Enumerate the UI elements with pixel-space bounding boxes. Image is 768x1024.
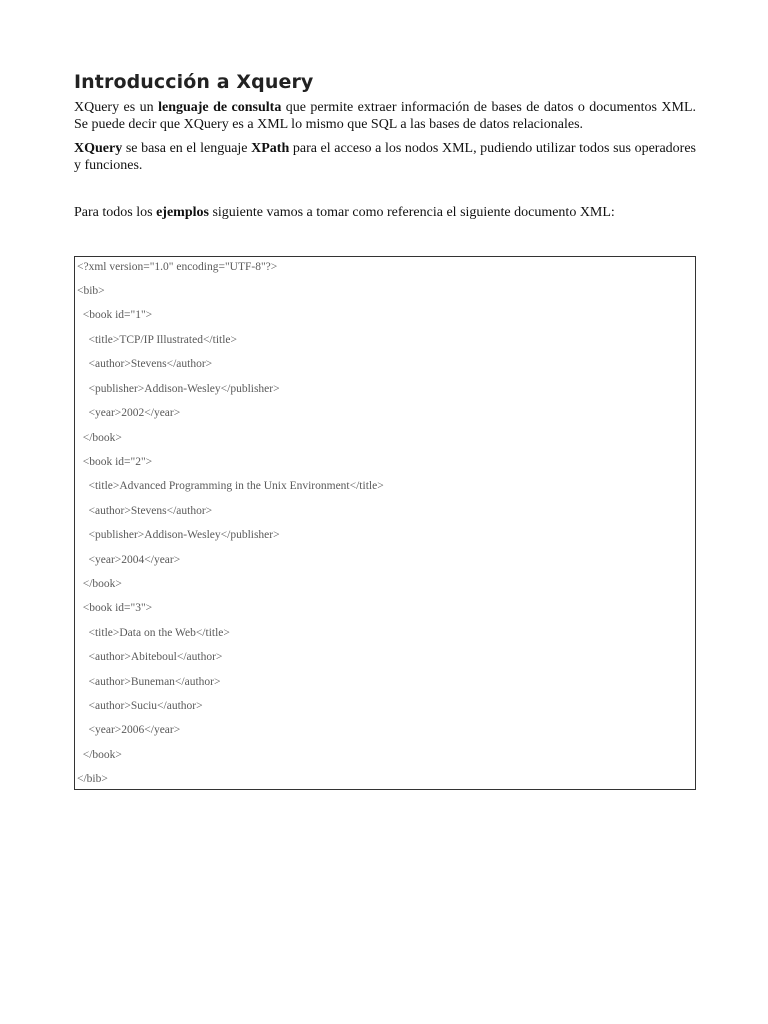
code-line: <book id="2"> — [77, 456, 153, 468]
code-line: </book> — [77, 749, 122, 761]
code-line: <author>Stevens</author> — [77, 358, 213, 370]
code-line: <?xml version="1.0" encoding="UTF-8"?> — [77, 261, 278, 273]
intro-text-1: XQuery es un — [74, 100, 159, 115]
intro-paragraph — [74, 99, 696, 133]
intro-bold-term: lenguaje de consulta — [158, 100, 282, 115]
xpath-text-1: se basa en el lenguaje — [122, 141, 252, 156]
document-body — [74, 66, 696, 221]
code-line: <publisher>Addison-Wesley</publisher> — [77, 529, 280, 541]
examples-text-1: Para todos los — [74, 205, 157, 220]
xpath-text-2: para el acceso a los nodos XML, pudiendo utilizar todos sus operadores y funciones. — [74, 141, 696, 173]
code-line: <book id="1"> — [77, 309, 153, 321]
xml-code-box — [74, 256, 696, 790]
code-line: <title>Data on the Web</title> — [77, 627, 230, 639]
xpath-bold-term: XPath — [251, 141, 290, 156]
code-line: <author>Stevens</author> — [77, 505, 213, 517]
xquery-bold-term: XQuery — [74, 141, 123, 156]
xpath-paragraph — [74, 140, 696, 174]
code-line: <title>TCP/IP Illustrated</title> — [77, 334, 237, 346]
examples-text-2: siguiente vamos a tomar como referencia el siguiente documento XML: — [208, 205, 615, 220]
code-line: <author>Suciu</author> — [77, 700, 203, 712]
code-line: <year>2002</year> — [77, 407, 181, 419]
code-line: </book> — [77, 432, 122, 444]
code-line: <year>2004</year> — [77, 554, 181, 566]
intro-text-2: que permite extraer información de bases de datos o documentos XML. Se puede decir que XQuery es a XML lo mismo que SQL a las bases de datos relacionales. — [74, 100, 697, 132]
page-title: Introducción a Xquery — [74, 71, 314, 93]
examples-paragraph — [74, 204, 696, 221]
code-line: <bib> — [77, 285, 105, 297]
code-line: <publisher>Addison-Wesley</publisher> — [77, 383, 280, 395]
code-line: <year>2006</year> — [77, 724, 181, 736]
code-line: <author>Abiteboul</author> — [77, 651, 223, 663]
examples-bold-term: ejemplos — [156, 205, 209, 220]
code-line: <book id="3"> — [77, 602, 153, 614]
code-line: </bib> — [77, 773, 108, 785]
code-line: </book> — [77, 578, 122, 590]
code-line: <title>Advanced Programming in the Unix Environment</title> — [77, 480, 384, 492]
code-line: <author>Buneman</author> — [77, 676, 221, 688]
